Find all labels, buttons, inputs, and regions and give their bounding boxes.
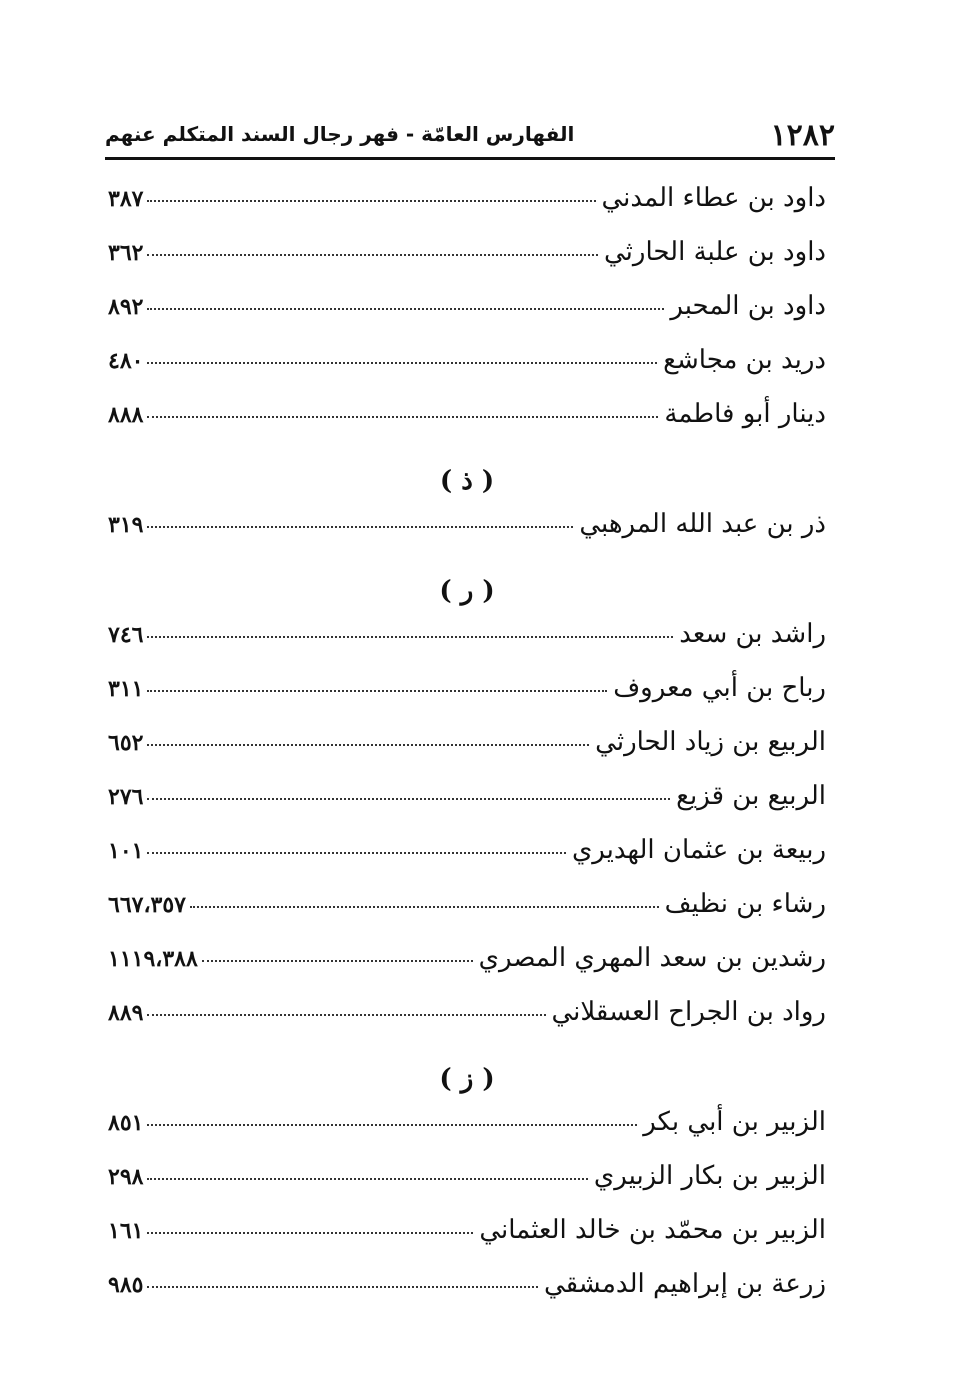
dot-leader: [147, 526, 573, 528]
index-entry: [108, 183, 826, 237]
dot-leader: [147, 744, 589, 746]
entry-name: ربيعة بن عثمان الهديري: [571, 835, 826, 865]
index-entry: [108, 509, 826, 563]
entry-pages: ٣١٩: [108, 512, 144, 538]
index-entry: [108, 997, 826, 1051]
entry-name: داود بن المحبر: [670, 291, 826, 321]
entry-pages: ١١١٩،٣٨٨: [108, 946, 198, 972]
index-entry: [108, 619, 826, 673]
entry-name: رباح بن أبي معروف: [613, 673, 826, 703]
entry-name: دريد بن مجاشع: [663, 345, 826, 375]
entry-name: الربيع بن قزيع: [676, 781, 826, 811]
dot-leader: [147, 416, 658, 418]
entry-pages: ٧٤٦: [108, 622, 144, 648]
entry-name: دينار أبو فاطمة: [664, 399, 826, 429]
entry-name: داود بن علبة الحارثي: [604, 237, 826, 267]
running-title: الفهارس العامّة - فهر رجال السند المتكلم عنهم: [105, 122, 575, 146]
index-entry: [108, 291, 826, 345]
index-entry: [108, 781, 826, 835]
page-number: ١٢٨٢: [770, 118, 835, 153]
dot-leader: [147, 636, 673, 638]
dot-leader: [202, 960, 473, 962]
dot-leader: [147, 1014, 545, 1016]
entry-pages: ٨٩٢: [108, 294, 144, 320]
index-list: [108, 183, 826, 1323]
entry-name: الزبير بن أبي بكر: [643, 1107, 826, 1137]
index-entry: [108, 399, 826, 453]
entry-name: ذر بن عبد الله المرهبي: [579, 509, 826, 539]
dot-leader: [147, 308, 664, 310]
index-entry: [108, 835, 826, 889]
entry-pages: ٢٩٨: [108, 1164, 144, 1190]
entry-pages: ٣٦٢: [108, 240, 144, 266]
index-entry: [108, 1107, 826, 1161]
entry-name: راشد بن سعد: [679, 619, 826, 649]
dot-leader: [147, 362, 657, 364]
entry-name: رشاء بن نظيف: [664, 889, 826, 919]
section-heading: ( ذ ): [439, 466, 495, 496]
entry-name: الزبير بن محمّد بن خالد العثماني: [479, 1215, 826, 1245]
section-heading: ( ز ): [439, 1064, 495, 1094]
entry-pages: ٢٧٦: [108, 784, 144, 810]
index-entry: [108, 673, 826, 727]
index-entry: [108, 345, 826, 399]
entry-pages: ٦٦٧،٣٥٧: [108, 892, 186, 918]
entry-pages: ٦٥٢: [108, 730, 144, 756]
dot-leader: [147, 690, 607, 692]
dot-leader: [147, 852, 565, 854]
entry-name: الربيع بن زياد الحارثي: [595, 727, 826, 757]
entry-pages: ١٦١: [108, 1218, 144, 1244]
dot-leader: [147, 254, 598, 256]
dot-leader: [147, 798, 670, 800]
index-entry: [108, 1269, 826, 1323]
page-header: [105, 112, 835, 160]
index-entry: [108, 1161, 826, 1215]
index-entry: [108, 889, 826, 943]
entry-pages: ٣٨٧: [108, 186, 144, 212]
dot-leader: [147, 1124, 637, 1126]
entry-name: رواد بن الجراح العسقلاني: [551, 997, 826, 1027]
entry-pages: ٤٨٠: [108, 348, 144, 374]
section-heading: ( ر ): [439, 576, 495, 606]
index-entry: [108, 727, 826, 781]
index-entry: [108, 943, 826, 997]
entry-pages: ٨٨٨: [108, 402, 144, 428]
header-rule: [105, 157, 835, 160]
index-entry: [108, 1215, 826, 1269]
index-entry: [108, 237, 826, 291]
dot-leader: [147, 200, 595, 202]
entry-pages: ٩٨٥: [108, 1272, 144, 1298]
entry-name: زرعة بن إبراهيم الدمشقي: [543, 1269, 826, 1299]
entry-pages: ١٠١: [108, 838, 144, 864]
entry-pages: ٣١١: [108, 676, 144, 702]
entry-name: رشدين بن سعد المهري المصري: [478, 943, 826, 973]
dot-leader: [147, 1178, 587, 1180]
dot-leader: [190, 906, 659, 908]
dot-leader: [147, 1232, 473, 1234]
entry-name: داود بن عطاء المدني: [601, 183, 826, 213]
dot-leader: [147, 1286, 538, 1288]
entry-name: الزبير بن بكار الزبيري: [593, 1161, 826, 1191]
entry-pages: ٨٨٩: [108, 1000, 144, 1026]
entry-pages: ٨٥١: [108, 1110, 144, 1136]
